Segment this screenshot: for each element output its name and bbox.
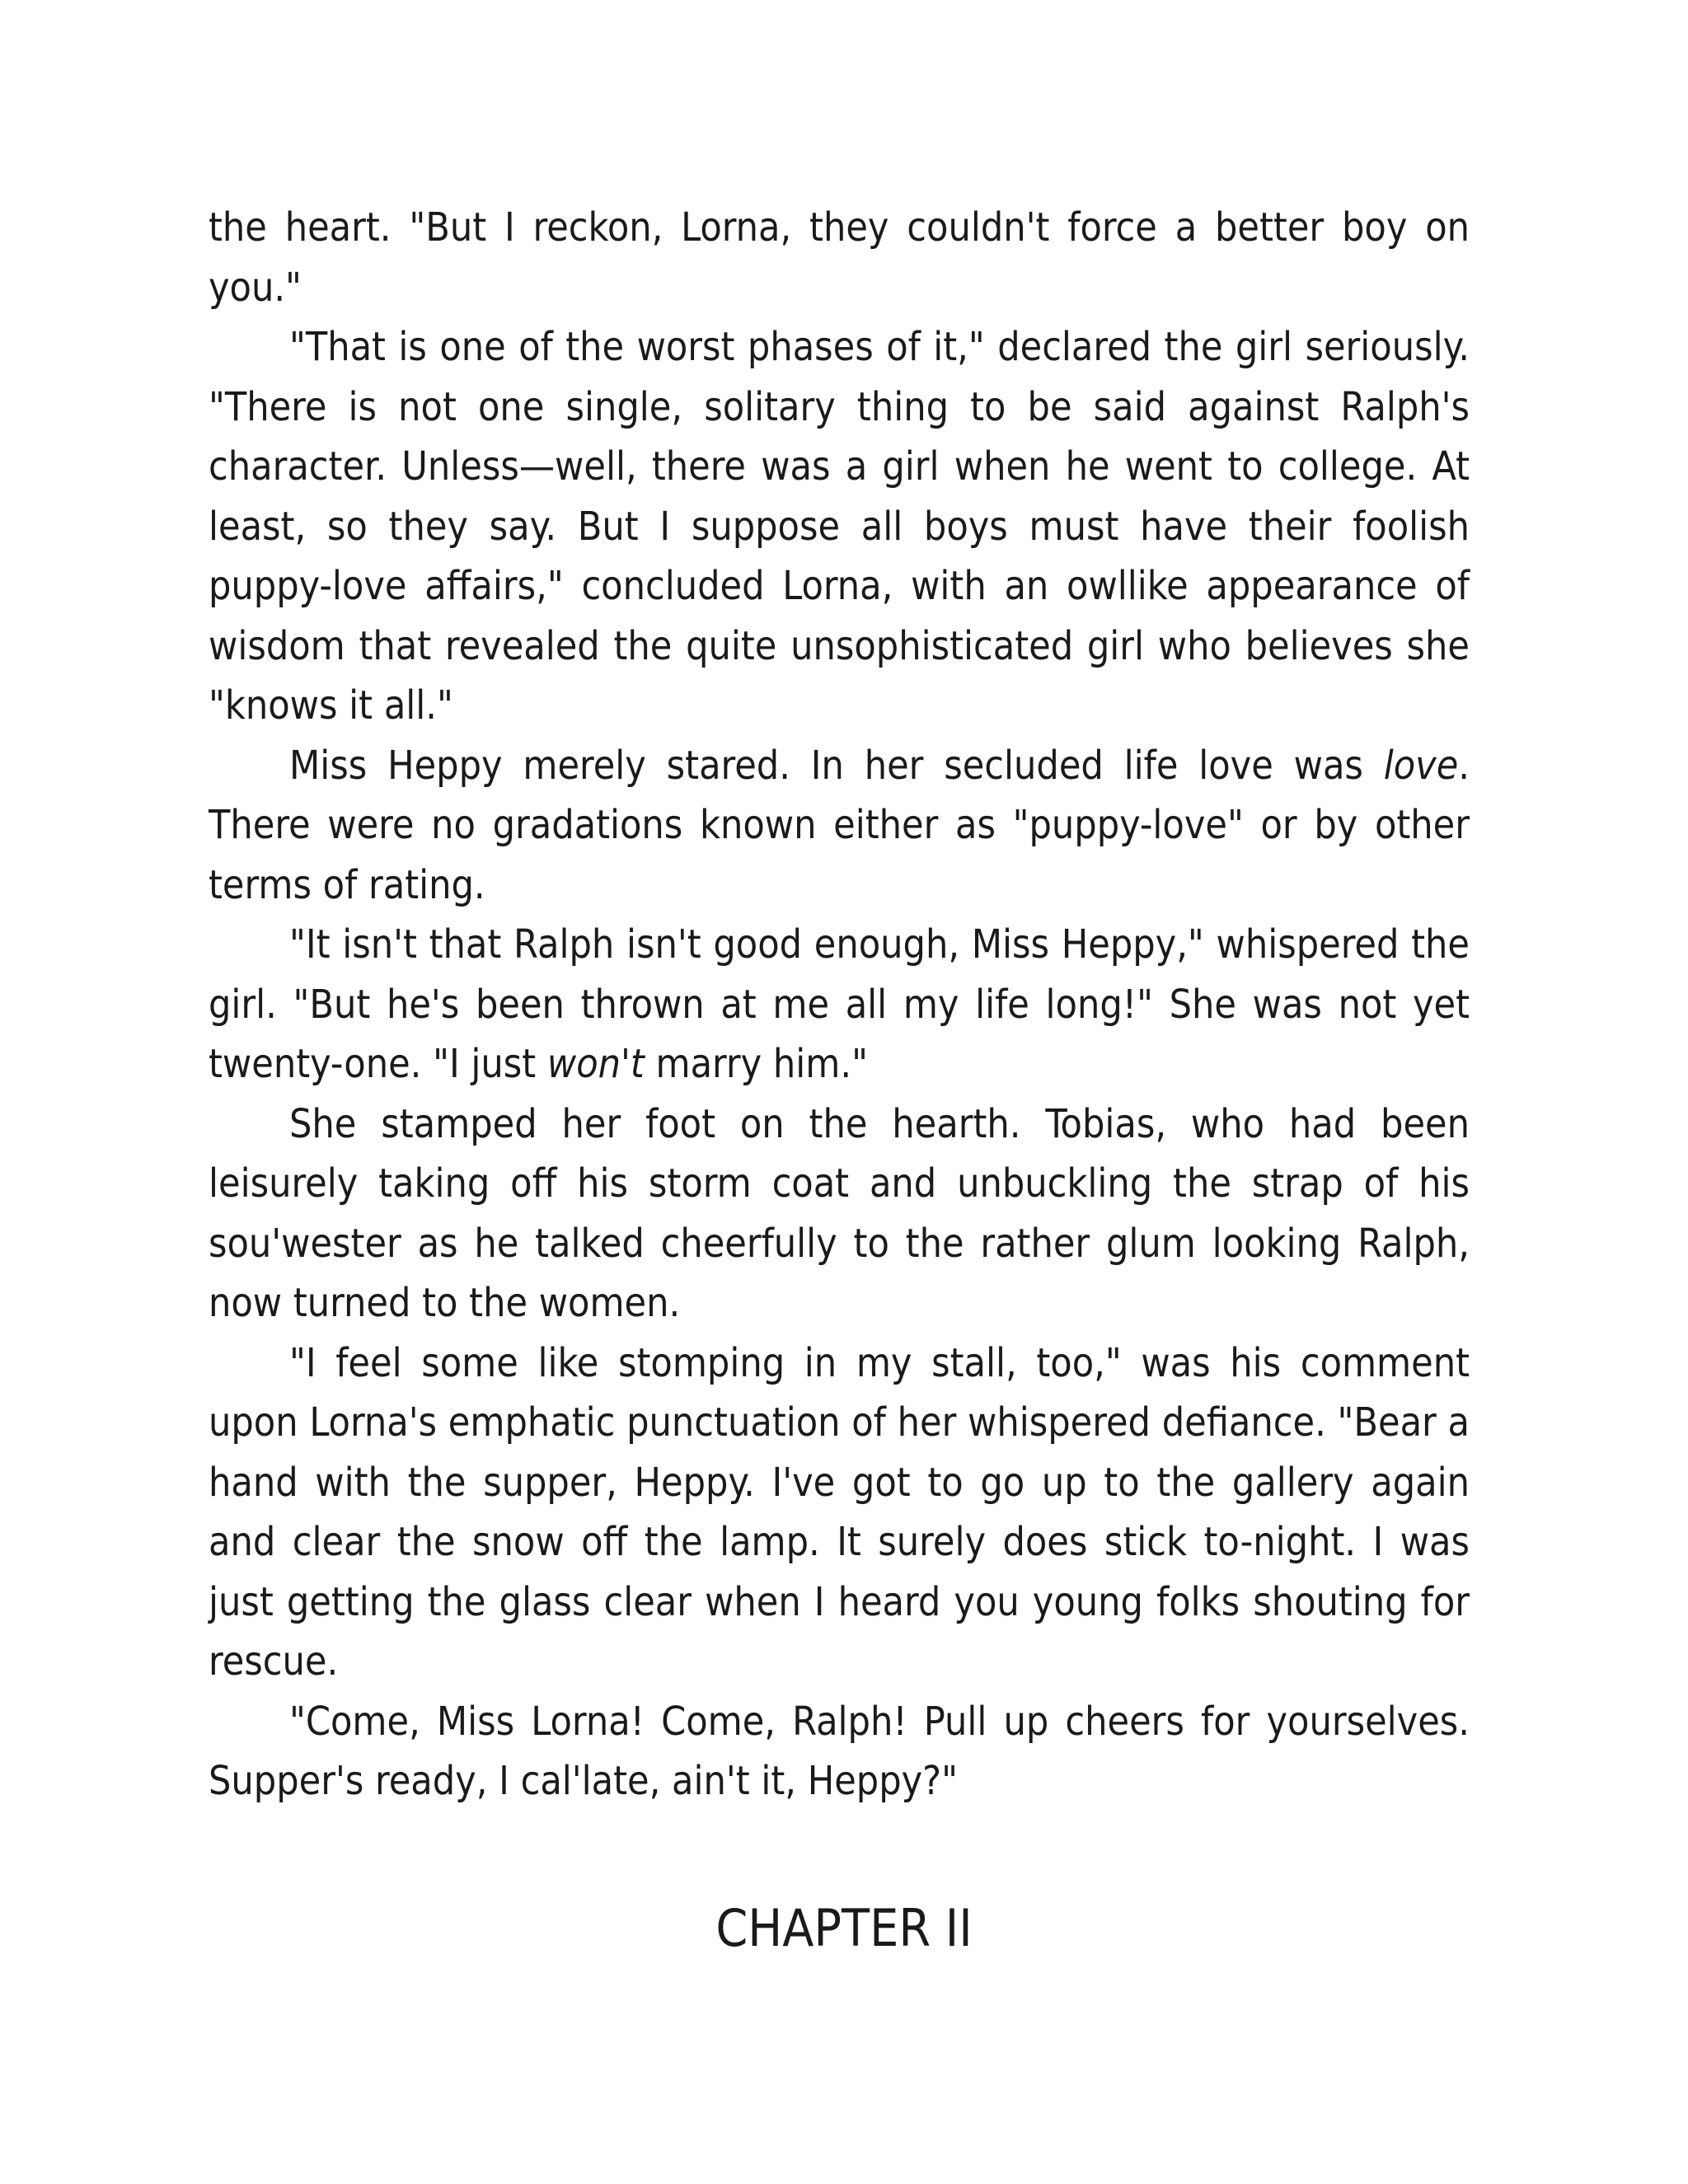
paragraph-4 [209,915,1470,1094]
paragraph-4-text-b: marry him." [644,1041,868,1087]
paragraph-5 [209,1094,1470,1333]
paragraph-2-text: "That is one of the worst phases of it," declared the girl seriously. "There is not one single, solitary thing to be said against Ralph's character. Unless—well, there was a girl when he went to college. At least, so they say. But I suppose all boys must have their foolish puppy-love affairs," concluded Lorna, with an owllike appearance of wisdom that revealed the quite unsophisticated girl who believes she "knows it all." [209,324,1470,729]
chapter-heading: CHAPTER II [715,1898,973,1958]
paragraph-4-italic: won't [546,1041,645,1087]
paragraph-3-text-b: . There were no gradations known either as "puppy-love" or by other terms of rating. [209,742,1470,908]
paragraph-6 [209,1333,1470,1692]
paragraph-3-text-a: Miss Heppy merely stared. In her secluded life love was [289,742,1384,789]
paragraph-5-text: She stamped her foot on the hearth. Tobias, who had been leisurely taking off his storm coat and unbuckling the strap of his sou'wester as he talked cheerfully to the rather glum looking Ralph, now turned to the women. [209,1100,1470,1326]
paragraph-3-italic: love [1383,742,1459,789]
paragraph-1 [209,198,1470,317]
paragraph-7-text: "Come, Miss Lorna! Come, Ralph! Pull up cheers for yourselves. Supper's ready, I cal'late, ain't it, Heppy?" [209,1698,1470,1804]
paragraph-4-text-a: "It isn't that Ralph isn't good enough, Miss Heppy," whispered the girl. "But he's been thrown at me all my life long!" She was not yet twenty-one. "I just [209,921,1470,1087]
paragraph-3 [209,736,1470,916]
paragraph-2 [209,317,1470,736]
paragraph-1-text: the heart. "But I reckon, Lorna, they couldn't force a better boy on you." [209,204,1470,311]
body-text [209,198,1470,1811]
paragraph-6-text: "I feel some like stomping in my stall, too," was his comment upon Lorna's emphatic punctuation of her whispered defiance. "Bear a hand with the supper, Heppy. I've got to go up to the gallery again and clear the snow off the lamp. It surely does stick to-night. I was just getting the glass clear when I heard you young folks shouting for rescue. [209,1339,1470,1685]
paragraph-7 [209,1692,1470,1811]
